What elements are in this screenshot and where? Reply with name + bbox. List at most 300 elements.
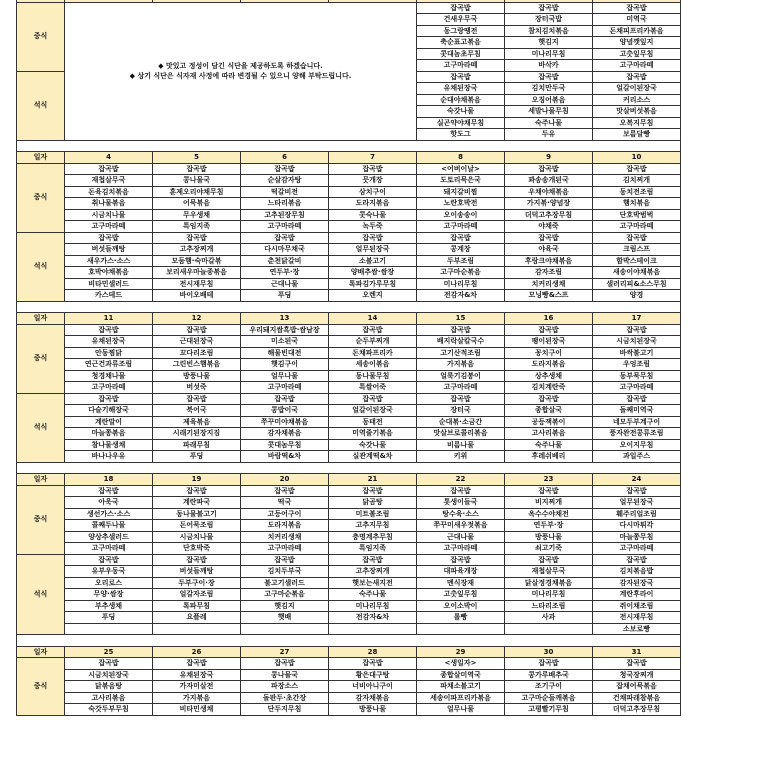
- menu-item: 전감자&차: [417, 290, 505, 302]
- menu-item: 떡국: [241, 497, 329, 509]
- lunch-row: [17, 543, 681, 555]
- menu-item: 햇보는새지전: [329, 577, 417, 589]
- menu-item: 함박스테이크: [593, 255, 681, 267]
- menu-item: 오리로스: [65, 577, 153, 589]
- menu-item: 팽이된장국: [505, 336, 593, 348]
- date-cell: 27: [241, 646, 329, 658]
- lunch-row: [17, 681, 681, 693]
- menu-item: 잡곡밥: [329, 393, 417, 405]
- menu-item: 잡곡밥: [153, 324, 241, 336]
- lunch-row: [17, 531, 681, 543]
- date-cell: 15: [417, 313, 505, 325]
- notice-line: ◆ 상기 식단은 식자재 사정에 따라 변경될 수 있으니 양해 부탁드립니다.: [129, 72, 352, 80]
- menu-item: 잡곡밥: [417, 393, 505, 405]
- menu-item: 쥐이채조림: [593, 600, 681, 612]
- menu-item: 미나리무침: [329, 600, 417, 612]
- menu-item: 종합살미역국: [417, 669, 505, 681]
- menu-item: 양념깻잎지: [593, 37, 681, 49]
- menu-item: 고구마라떼: [593, 221, 681, 233]
- menu-item: 잡곡밥: [593, 71, 681, 83]
- menu-item: 어묵볶음: [153, 198, 241, 210]
- menu-item: 고구마라떼: [65, 221, 153, 233]
- menu-item: 키위: [417, 451, 505, 463]
- menu-item: 축순표고볶음: [417, 37, 505, 49]
- menu-item: 콧대놈무침: [241, 439, 329, 451]
- menu-item: 마늘쫑볶음: [65, 428, 153, 440]
- menu-item: 버섯들깨탕: [153, 566, 241, 578]
- menu-item: 순두부찌개: [329, 336, 417, 348]
- menu-item: 치커리생채: [505, 278, 593, 290]
- menu-item: 쭈꾸미새우젓볶음: [417, 520, 505, 532]
- menu-item: 특임지족: [153, 221, 241, 233]
- menu-item: 돈어묵조림: [153, 520, 241, 532]
- menu-item: [505, 623, 593, 635]
- lunch-row: [17, 497, 681, 509]
- week-header-row: [17, 152, 681, 164]
- menu-item: 부추생채: [65, 600, 153, 612]
- menu-item: 얼무된장국: [329, 244, 417, 256]
- menu-item: 동그랑땡전: [417, 25, 505, 37]
- week-gap: [17, 140, 681, 152]
- lunch-row: [17, 692, 681, 704]
- lunch-row: [17, 163, 681, 175]
- menu-item: 야육국: [505, 244, 593, 256]
- menu-item: 단호박죽: [153, 543, 241, 555]
- menu-item: 단두지무침: [241, 704, 329, 716]
- menu-item: 고구마라떼: [65, 543, 153, 555]
- date-cell: 20: [241, 474, 329, 486]
- menu-item: 잡곡밥: [153, 232, 241, 244]
- menu-item: 실곤약야채무침: [417, 117, 505, 129]
- menu-item: 잡곡밥: [241, 554, 329, 566]
- menu-item: 톡파김가루무침: [329, 278, 417, 290]
- dinner-row: [17, 600, 681, 612]
- menu-item: 꽈송송개된국: [505, 175, 593, 187]
- menu-item: 치커리생채: [241, 531, 329, 543]
- menu-item: 잡곡밥: [593, 658, 681, 670]
- date-cell: 21: [329, 474, 417, 486]
- week-gap: [17, 301, 681, 313]
- menu-item: 동부묵무침: [593, 370, 681, 382]
- menu-item: 파래무침: [153, 439, 241, 451]
- menu-item: 훼주리얼조림: [593, 508, 681, 520]
- menu-item: 동치전조림: [593, 186, 681, 198]
- lunch-row: [17, 658, 681, 670]
- menu-item: 잡곡밥: [329, 232, 417, 244]
- menu-item: 감자채볶음: [241, 428, 329, 440]
- lunch-label: 중식: [17, 485, 65, 554]
- menu-item: 햇김지: [505, 37, 593, 49]
- menu-item: 연두부·장: [505, 520, 593, 532]
- menu-item: 콩계장: [417, 244, 505, 256]
- menu-item: 닭볶음탕: [65, 681, 153, 693]
- menu-item: 숙갓나물: [417, 106, 505, 118]
- menu-item: 감자채볶음: [329, 692, 417, 704]
- menu-item: 생선가스·소스: [65, 508, 153, 520]
- menu-item: 그린빈스햄볶음: [153, 359, 241, 371]
- menu-item: 잡곡밥: [417, 232, 505, 244]
- menu-item: 잡곡밥: [65, 163, 153, 175]
- menu-item: 바나나우유: [65, 451, 153, 463]
- menu-item: 다시마무채국: [241, 244, 329, 256]
- menu-item: 취나물볶음: [65, 198, 153, 210]
- menu-item: 감자조림: [505, 267, 593, 279]
- menu-item: 공등잭볶이: [505, 416, 593, 428]
- menu-item: 가지볶음: [417, 359, 505, 371]
- menu-item: 맛살버섯볶음: [593, 106, 681, 118]
- date-cell: 25: [65, 646, 153, 658]
- dinner-row: [17, 244, 681, 256]
- menu-item: [417, 623, 505, 635]
- date-cell: 7: [329, 152, 417, 164]
- date-cell: 19: [153, 474, 241, 486]
- menu-item: 후랑크야채볶음: [505, 255, 593, 267]
- menu-item: 안동찜닭: [65, 347, 153, 359]
- menu-item: 미역국: [593, 14, 681, 26]
- notice-box: [65, 2, 417, 140]
- lunch-row: [17, 198, 681, 210]
- menu-item: 잡곡밥: [417, 554, 505, 566]
- menu-item: 잡곡밥: [329, 658, 417, 670]
- menu-item: 호박야채볶음: [65, 267, 153, 279]
- menu-item: [153, 623, 241, 635]
- menu-item: 오이지무침: [593, 439, 681, 451]
- menu-item: 잡곡밥: [505, 163, 593, 175]
- menu-item: 콩가루배추국: [505, 669, 593, 681]
- menu-item: 고구마라떼: [65, 382, 153, 394]
- lunch-label: 중식: [17, 658, 65, 716]
- menu-item: 푸딩: [241, 290, 329, 302]
- menu-item: 파장소스: [241, 681, 329, 693]
- menu-item: 돈채파프리카: [329, 347, 417, 359]
- menu-item: 실관계떡&차: [329, 451, 417, 463]
- menu-item: 얼무나물: [241, 370, 329, 382]
- menu-item: 다슬기해장국: [65, 405, 153, 417]
- week-header-row: [17, 646, 681, 658]
- menu-item: 감자된장국: [593, 577, 681, 589]
- menu-item: 과일주스: [593, 451, 681, 463]
- menu-item: 참치김치볶음: [505, 25, 593, 37]
- menu-item: 사과: [505, 612, 593, 624]
- menu-item: 고구마라떼: [417, 221, 505, 233]
- menu-item: 잡곡밥: [593, 393, 681, 405]
- menu-item: 계란파국: [153, 497, 241, 509]
- menu-item: 동태전: [329, 416, 417, 428]
- menu-item: 무양·쌈장: [65, 589, 153, 601]
- menu-item: 김치계란죽: [505, 382, 593, 394]
- monthly-menu-table: [16, 0, 681, 716]
- menu-item: 잡곡밥: [241, 658, 329, 670]
- menu-item: 세송이파프리카볶음: [417, 692, 505, 704]
- date-cell: 17: [593, 313, 681, 325]
- menu-item: 숙주나물: [329, 589, 417, 601]
- menu-item: 비타민생채: [153, 704, 241, 716]
- menu-item: 고추된장무침: [241, 209, 329, 221]
- menu-item: 해물빈대전: [241, 347, 329, 359]
- lunch-row: [17, 704, 681, 716]
- lunch-row: [17, 359, 681, 371]
- date-cell: 8: [417, 152, 505, 164]
- day-label: 일자: [17, 646, 65, 658]
- menu-item: 잡곡밥: [65, 393, 153, 405]
- menu-item: 훈제오리야채무침: [153, 186, 241, 198]
- date-cell: 24: [593, 474, 681, 486]
- dinner-row: [17, 612, 681, 624]
- menu-item: 풍자완전콩류조림: [593, 428, 681, 440]
- menu-item: 도라지볶음: [505, 359, 593, 371]
- dinner-row: [17, 393, 681, 405]
- menu-item: 롤빵: [417, 612, 505, 624]
- menu-item: 탕수육·소스: [417, 508, 505, 520]
- lunch-row: [17, 520, 681, 532]
- menu-item: 세송이볶음: [329, 359, 417, 371]
- menu-item: 순살감자탕: [241, 175, 329, 187]
- menu-item: 세발나물무침: [505, 106, 593, 118]
- menu-item: 잡채어묵볶음: [593, 681, 681, 693]
- date-cell: 11: [65, 313, 153, 325]
- menu-item: 바이오배테: [153, 290, 241, 302]
- menu-item: 고구마라떼: [593, 543, 681, 555]
- date-cell: 14: [329, 313, 417, 325]
- menu-item: 햇김지: [241, 600, 329, 612]
- dinner-row: [17, 290, 681, 302]
- lunch-row: [17, 186, 681, 198]
- menu-item: 콩밥이국: [241, 405, 329, 417]
- menu-item: 커리소스: [593, 94, 681, 106]
- menu-item: 잡곡밥: [593, 2, 681, 14]
- menu-item: 김치찌개: [593, 175, 681, 187]
- menu-item: 도토리묵은국: [417, 175, 505, 187]
- menu-item: 유채된장국: [153, 669, 241, 681]
- menu-item: 고구마순들깨볶음: [505, 692, 593, 704]
- menu-item: 고구마라떼: [241, 382, 329, 394]
- menu-item: 잡곡밥: [241, 485, 329, 497]
- menu-item: 잡곡밥: [593, 163, 681, 175]
- menu-item: 잡곡밥: [329, 324, 417, 336]
- menu-item: 떡갈비전: [241, 186, 329, 198]
- menu-item: 잡곡밥: [417, 71, 505, 83]
- menu-item: 숙갓나물: [329, 439, 417, 451]
- menu-item: 특임지족: [329, 543, 417, 555]
- menu-item: 시금치나물: [153, 531, 241, 543]
- menu-item: 맛살브로콜리볶음: [417, 428, 505, 440]
- menu-item: 잡곡밥: [505, 2, 593, 14]
- menu-item: 콩나물국: [241, 669, 329, 681]
- menu-item: 가지볶음: [153, 692, 241, 704]
- menu-item: 닭살정경채볶음: [505, 577, 593, 589]
- menu-item: 바싹불고기: [593, 347, 681, 359]
- menu-item: 샐러리피&소스무침: [593, 278, 681, 290]
- menu-item: 고구마라떼: [593, 60, 681, 72]
- day-label: 일자: [17, 474, 65, 486]
- menu-item: 고구마라떼: [593, 382, 681, 394]
- menu-item: 제육볶음: [153, 416, 241, 428]
- menu-item: 톳생이들국: [417, 497, 505, 509]
- date-cell: 23: [505, 474, 593, 486]
- menu-item: 계란말이: [65, 416, 153, 428]
- menu-item: 김치볶음밥: [593, 566, 681, 578]
- menu-item: 양상추샐러드: [65, 531, 153, 543]
- menu-item: 녹두죽: [329, 221, 417, 233]
- menu-item: 고추장찌개: [329, 566, 417, 578]
- menu-item: 김치만두국: [505, 83, 593, 95]
- menu-item: 청경채나물: [65, 370, 153, 382]
- menu-item: [241, 623, 329, 635]
- menu-item: 바삭카: [505, 60, 593, 72]
- menu-item: 돈채피프리카볶음: [593, 25, 681, 37]
- menu-item: <생일자>: [417, 658, 505, 670]
- menu-item: 양배추쌈·쌈장: [329, 267, 417, 279]
- menu-item: 잡곡밥: [593, 485, 681, 497]
- menu-item: 우엉조림: [593, 359, 681, 371]
- week-header-row: [17, 474, 681, 486]
- menu-item: 돌판두·초간장: [241, 692, 329, 704]
- menu-item: 시금치된장국: [65, 669, 153, 681]
- menu-item: 잡곡밥: [65, 324, 153, 336]
- menu-item: 방풍나물: [329, 704, 417, 716]
- menu-item: 잡곡밥: [505, 485, 593, 497]
- menu-item: 조기구이: [505, 681, 593, 693]
- menu-item: 잡곡밥: [65, 232, 153, 244]
- menu-item: 춘천닭갈비: [241, 255, 329, 267]
- menu-item: 두부구이·장: [153, 577, 241, 589]
- menu-item: 잡곡밥: [153, 163, 241, 175]
- date-cell: 6: [241, 152, 329, 164]
- dinner-row: [17, 451, 681, 463]
- menu-item: 건채파래참볶음: [593, 692, 681, 704]
- menu-item: 숙갓두부무침: [65, 704, 153, 716]
- menu-item: 재첩살무국: [505, 566, 593, 578]
- menu-item: 고구마순볶음: [417, 267, 505, 279]
- menu-item: 더덕고추장무침: [505, 209, 593, 221]
- lunch-row: [17, 175, 681, 187]
- menu-item: 노란호박전: [417, 198, 505, 210]
- menu-item: 우리돼지쌈흑밥·쌈남장: [241, 324, 329, 336]
- menu-item: 얼갈자조림: [153, 589, 241, 601]
- menu-item: 잡곡밥: [65, 658, 153, 670]
- lunch-label: 중식: [17, 2, 65, 71]
- lunch-label: 중식: [17, 324, 65, 393]
- menu-item: 푸딩: [153, 451, 241, 463]
- menu-item: 얼무나물: [417, 704, 505, 716]
- date-cell: 4: [65, 152, 153, 164]
- menu-item: 마늘쫑무침: [593, 531, 681, 543]
- lunch-row: [17, 370, 681, 382]
- menu-item: 잡곡밥: [329, 554, 417, 566]
- menu-item: 햇김구이: [241, 359, 329, 371]
- menu-item: 잡곡밥: [241, 163, 329, 175]
- menu-item: 동나물불고기: [153, 508, 241, 520]
- menu-item: 톡파무침: [153, 600, 241, 612]
- menu-item: 시금치나물: [65, 209, 153, 221]
- menu-item: 고추지무침: [329, 520, 417, 532]
- date-cell: 22: [417, 474, 505, 486]
- menu-item: 더덕고추장무침: [593, 704, 681, 716]
- menu-item: 푸딩: [65, 612, 153, 624]
- menu-item: 미트볼조림: [329, 508, 417, 520]
- menu-item: 잡곡밥: [241, 393, 329, 405]
- menu-item: 황은대구탕: [329, 669, 417, 681]
- menu-item: 새우가스·소스: [65, 255, 153, 267]
- menu-item: 가지볶·양념장: [505, 198, 593, 210]
- menu-item: 도라지볶음: [241, 520, 329, 532]
- dinner-row: [17, 566, 681, 578]
- lunch-row: [17, 508, 681, 520]
- dinner-row: [17, 267, 681, 279]
- menu-item: 유채된장국: [65, 336, 153, 348]
- menu-item: 얼갈이된장국: [329, 405, 417, 417]
- menu-item: 고구마라떼: [417, 543, 505, 555]
- lunch-row: [17, 2, 681, 14]
- menu-item: 고사리볶음: [65, 692, 153, 704]
- menu-item: 고춧잎무침: [593, 48, 681, 60]
- date-cell: 12: [153, 313, 241, 325]
- menu-item: 콧숙나물: [329, 209, 417, 221]
- menu-item: 비타민샐러드: [65, 278, 153, 290]
- menu-item: 느타리볶음: [241, 198, 329, 210]
- dinner-row: [17, 405, 681, 417]
- menu-item: 도라지볶음: [329, 198, 417, 210]
- dinner-row: [17, 623, 681, 635]
- menu-item: 멘식장재: [417, 577, 505, 589]
- menu-item: 보름달빵: [593, 129, 681, 141]
- dinner-row: [17, 428, 681, 440]
- menu-item: 요플레: [153, 612, 241, 624]
- menu-item: 유부우동국: [65, 566, 153, 578]
- menu-item: 소보로빵: [593, 623, 681, 635]
- menu-item: 장터국밥: [505, 14, 593, 26]
- menu-item: 잡곡밥: [153, 393, 241, 405]
- menu-item: 연근건과류조림: [65, 359, 153, 371]
- menu-item: 미나리무침: [505, 48, 593, 60]
- menu-item: 참나물생채: [65, 439, 153, 451]
- lunch-row: [17, 382, 681, 394]
- menu-item: 햇배: [241, 612, 329, 624]
- menu-item: 두부조림: [417, 255, 505, 267]
- menu-item: 두유: [505, 129, 593, 141]
- menu-item: 카스테드: [65, 290, 153, 302]
- menu-item: 시래기된장지짐: [153, 428, 241, 440]
- menu-item: 김치두부국: [241, 566, 329, 578]
- lunch-row: [17, 209, 681, 221]
- menu-item: 오복지무침: [593, 117, 681, 129]
- menu-item: 아욱국: [65, 497, 153, 509]
- menu-item: 비지찌개: [505, 497, 593, 509]
- lunch-row: [17, 669, 681, 681]
- menu-item: 재첩살무국: [65, 175, 153, 187]
- menu-item: 근대나물: [241, 278, 329, 290]
- menu-item: 새송이야채볶음: [593, 267, 681, 279]
- menu-item: 상추생채: [505, 370, 593, 382]
- lunch-label: 중식: [17, 163, 65, 232]
- menu-item: 근대된장국: [153, 336, 241, 348]
- menu-item: 단호박범벅: [593, 209, 681, 221]
- menu-item: 전시재무침: [593, 612, 681, 624]
- menu-item: 특쌀어죽: [329, 382, 417, 394]
- menu-item: 건새우무국: [417, 14, 505, 26]
- dinner-row: [17, 278, 681, 290]
- menu-item: 무우생채: [153, 209, 241, 221]
- menu-item: 장터국: [417, 405, 505, 417]
- menu-item: 햄치볶음: [593, 198, 681, 210]
- date-cell: 30: [505, 646, 593, 658]
- menu-item: 쇠고기죽: [505, 543, 593, 555]
- menu-item: 가자미살전: [153, 681, 241, 693]
- menu-item: 비름나물: [417, 439, 505, 451]
- menu-item: 잡곡밥: [153, 554, 241, 566]
- menu-item: 고추장찌개: [153, 244, 241, 256]
- menu-item: 순대볶·소금간: [417, 416, 505, 428]
